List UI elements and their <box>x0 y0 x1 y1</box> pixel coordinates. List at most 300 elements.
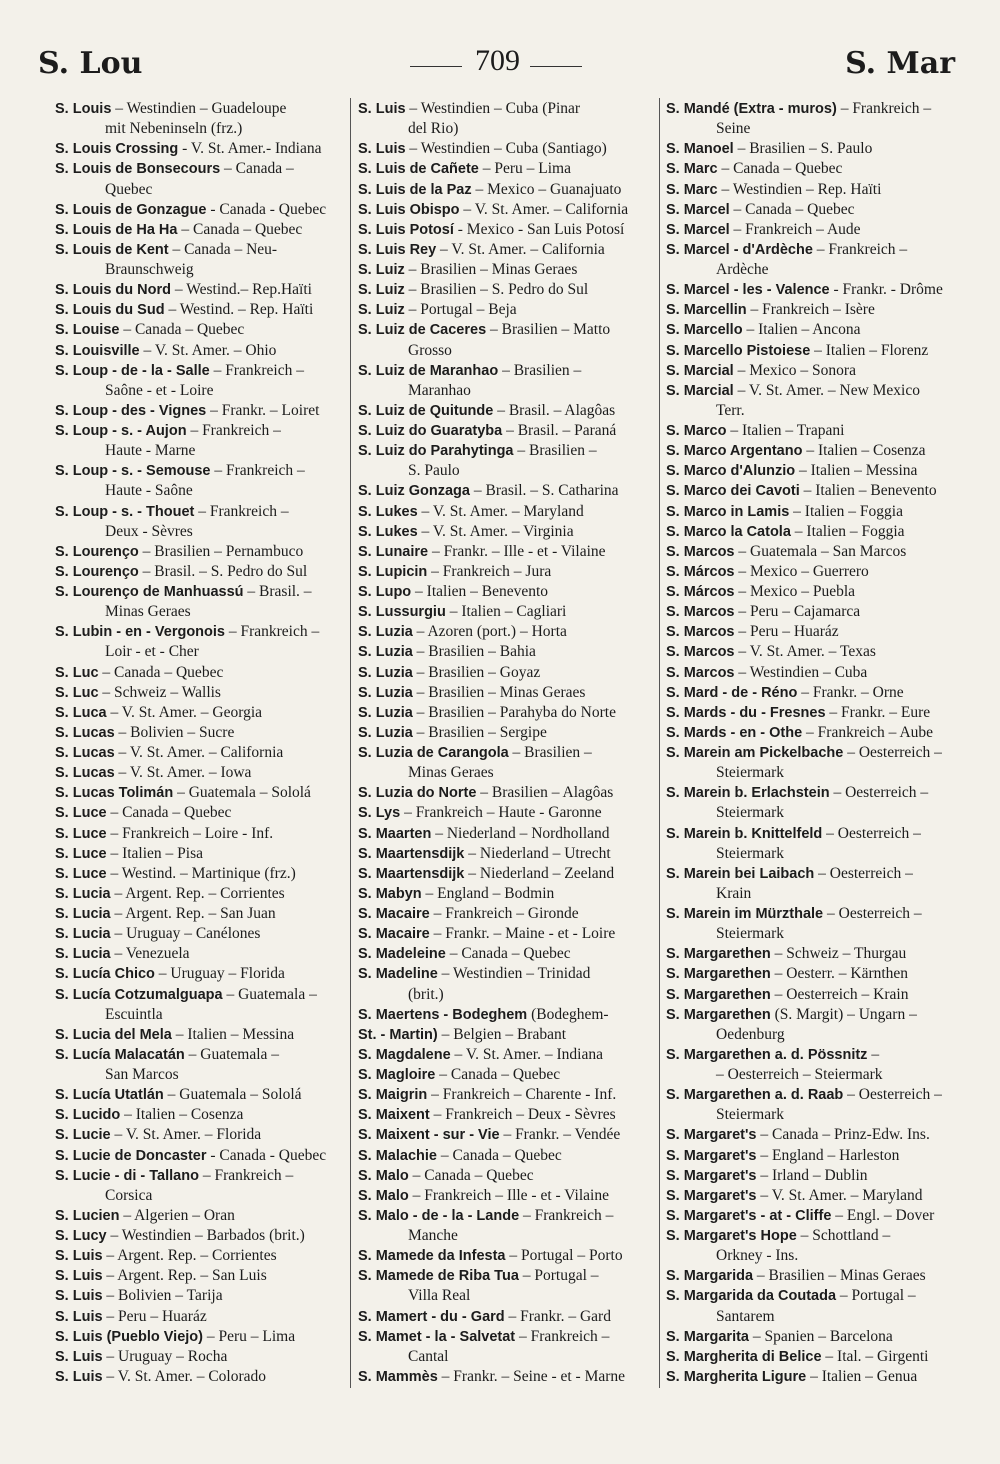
place-location: – Algerien – Oran <box>119 1206 235 1224</box>
place-location: – Uruguay – Canélones <box>110 925 261 943</box>
entry-continuation <box>55 602 345 622</box>
place-name: S. Lucas <box>55 765 115 782</box>
place-name: S. Mandé (Extra - muros) <box>666 101 837 117</box>
gazetteer-entry <box>55 1125 345 1145</box>
place-location: – Frankreich – <box>224 623 320 641</box>
place-name: S. Luis <box>358 101 406 117</box>
place-name: S. Louis du Sud <box>55 302 165 319</box>
gazetteer-entry <box>358 421 654 441</box>
gazetteer-entry <box>55 1085 345 1105</box>
entry-continuation <box>666 1065 966 1085</box>
gazetteer-entry <box>666 1286 966 1306</box>
place-name: S. Louis <box>55 101 112 117</box>
gazetteer-entry <box>666 1367 966 1387</box>
place-location: - Mexico - San Luis Potosí <box>453 220 625 238</box>
place-name: S. Lucy <box>55 1228 107 1244</box>
place-name: S. Marcos <box>666 644 735 661</box>
gazetteer-entry <box>666 703 966 723</box>
gazetteer-entry <box>358 1266 654 1286</box>
place-name: S. Lupo <box>358 584 412 600</box>
place-name: S. Lucas <box>55 745 115 761</box>
place-location: Haute - Marne <box>105 442 196 460</box>
place-name: S. Marcel - d'Ardèche <box>666 241 813 258</box>
gazetteer-entry <box>358 542 654 562</box>
place-location: – Brasilien – Alagôas <box>476 784 614 802</box>
gazetteer-entry <box>666 180 966 200</box>
place-name: S. Louis de Gonzague <box>55 201 207 218</box>
place-location: – Canada – Neu- <box>168 240 278 258</box>
gazetteer-entry <box>55 723 345 743</box>
place-name: S. Maixent - sur - Vie <box>358 1127 500 1144</box>
place-location: – Frankreich – <box>836 100 932 117</box>
entry-continuation <box>55 522 345 542</box>
gazetteer-entry <box>55 320 345 340</box>
place-name: S. Mamet - la - Salvetat <box>358 1328 516 1345</box>
place-name: S. Margarida <box>666 1268 754 1285</box>
place-location: – Westind.– Rep.Haïti <box>171 281 312 299</box>
gazetteer-entry <box>55 663 345 683</box>
place-location: – Spanien – Barcelona <box>749 1327 893 1345</box>
gazetteer-entry <box>55 1206 345 1226</box>
place-location: – Uruguay – Rocha <box>102 1347 228 1365</box>
gazetteer-entry <box>55 924 345 944</box>
gazetteer-entry <box>358 1085 654 1105</box>
gazetteer-entry <box>358 441 654 461</box>
place-location: Steiermark <box>716 925 785 943</box>
place-location: – V. St. Amer. – Iowa <box>114 764 252 782</box>
place-location: - Frankr. - Drôme <box>829 281 943 299</box>
place-location: – Italien – Cosenza <box>802 442 926 460</box>
gazetteer-entry <box>666 381 966 401</box>
place-location: – Niederland – Zeeland <box>464 864 615 882</box>
gazetteer-entry <box>55 1246 345 1266</box>
gazetteer-entry <box>666 602 966 622</box>
place-name: S. Manoel <box>666 141 734 158</box>
place-name: S. Lucas Tolimán <box>55 785 174 802</box>
place-name: S. Mards - en - Othe <box>666 724 803 741</box>
place-location: Terr. <box>716 401 745 419</box>
gazetteer-entry <box>55 1367 345 1387</box>
place-location: Steiermark <box>716 1106 785 1124</box>
place-location: Grosso <box>408 341 452 359</box>
place-location: Seine <box>716 120 751 138</box>
gazetteer-entry <box>358 964 654 984</box>
place-name: S. Macaire <box>358 906 430 922</box>
place-name: S. Luis <box>55 1268 103 1285</box>
place-name: S. Margarethen <box>666 1006 771 1023</box>
gazetteer-entry <box>358 1206 654 1226</box>
place-location: Quebec <box>105 180 153 198</box>
place-location: – Canada – Quebec <box>119 321 245 339</box>
gazetteer-entry <box>666 743 966 763</box>
gazetteer-entry <box>55 582 345 602</box>
place-name: S. Margarethen a. d. Pössnitz <box>666 1046 868 1063</box>
place-location: (brit.) <box>408 985 444 1003</box>
place-name: S. Luce <box>55 825 107 842</box>
entry-continuation <box>666 924 966 944</box>
gazetteer-entry <box>55 1347 345 1367</box>
place-name: St. - Martin) <box>358 1026 438 1043</box>
gazetteer-entry <box>358 1125 654 1145</box>
gazetteer-entry <box>55 904 345 924</box>
gazetteer-entry <box>55 783 345 803</box>
gazetteer-entry <box>666 663 966 683</box>
place-location: – Portugal – Beja <box>404 301 517 319</box>
place-location: – Mexico – Guanajuato <box>471 180 622 198</box>
place-location: – Italien – Messina <box>795 462 918 480</box>
place-name: S. Louise <box>55 322 120 339</box>
place-location: – Canada – Quebec <box>98 663 224 681</box>
gazetteer-entry <box>55 361 345 381</box>
gazetteer-entry <box>358 582 654 602</box>
place-name: S. Lys <box>358 805 401 822</box>
place-location: Orkney - Ins. <box>716 1247 799 1265</box>
place-location: – Westindien – Cuba <box>734 663 868 681</box>
place-location: – Frankreich – <box>812 240 908 258</box>
gazetteer-entry <box>358 180 654 200</box>
gazetteer-entry <box>358 1246 654 1266</box>
entry-continuation <box>55 119 345 139</box>
place-location: – Guatemala – Sololá <box>163 1086 302 1104</box>
place-location: – Italien – Benevento <box>799 482 937 500</box>
gazetteer-entry <box>666 1206 966 1226</box>
gazetteer-entry <box>666 502 966 522</box>
place-location: – Westind. – Martinique (frz.) <box>106 864 296 882</box>
gazetteer-entry <box>666 159 966 179</box>
place-location: – Oesterreich – <box>823 905 922 922</box>
place-location: – Frankreich – <box>210 462 305 480</box>
gazetteer-entry <box>358 139 654 159</box>
place-location: – Argent. Rep. – San Juan <box>110 905 276 922</box>
gazetteer-entry <box>55 542 345 562</box>
place-location: Cantal <box>408 1347 449 1365</box>
place-location: – Portugal – <box>836 1287 916 1305</box>
place-name: S. Luc <box>55 664 99 681</box>
place-name: S. Malo <box>358 1167 409 1184</box>
place-location: – Italien – Foggia <box>789 502 903 520</box>
place-name: S. Luis <box>55 1288 103 1305</box>
entry-continuation <box>666 401 966 421</box>
gazetteer-entry <box>666 1125 966 1145</box>
gazetteer-entry <box>666 1005 966 1025</box>
gazetteer-entry <box>358 481 654 501</box>
place-location: – Brasil. – Paraná <box>502 422 617 439</box>
place-name: S. Margaret's <box>666 1147 757 1164</box>
place-name: S. Mamert - du - Gard <box>358 1308 505 1325</box>
gazetteer-entry <box>666 683 966 703</box>
gazetteer-entry <box>358 159 654 179</box>
place-location: – Frankr. – Vendée <box>499 1126 621 1144</box>
place-name: S. Lucía Utatlán <box>55 1087 164 1104</box>
gazetteer-entry <box>666 522 966 542</box>
place-location: – Niederland – Nordholland <box>431 824 610 842</box>
place-name: S. Marc <box>666 161 718 178</box>
place-name: S. Lourenço <box>55 563 139 580</box>
place-name: S. Márcos <box>666 584 735 600</box>
entry-continuation <box>666 1105 966 1125</box>
gazetteer-entry <box>666 240 966 260</box>
entry-continuation <box>55 260 345 280</box>
place-location: – V. St. Amer. – Georgia <box>106 703 263 721</box>
place-location: Oedenburg <box>716 1025 785 1043</box>
place-name: S. Madeline <box>358 966 438 983</box>
column-divider <box>659 98 660 1388</box>
place-name: S. Magloire <box>358 1067 436 1083</box>
place-location: – Argent. Rep. – San Luis <box>102 1267 267 1285</box>
place-location: – Oesterreich – Krain <box>770 985 909 1003</box>
place-location: – Bolivien – Tarija <box>102 1287 223 1305</box>
place-location: – Brasilien – Parahyba do Norte <box>412 703 616 721</box>
place-location: – Frankr. – Gard <box>504 1307 611 1325</box>
gazetteer-entry <box>55 341 345 361</box>
place-name: S. Marcel <box>666 221 730 238</box>
place-name: S. Luzia <box>358 704 413 721</box>
place-name: S. Marcel - les - Valence <box>666 282 830 299</box>
place-location: – Brasilien – S. Paulo <box>733 140 873 158</box>
place-name: S. Maertens - Bodeghem <box>358 1006 528 1023</box>
place-location: – Peru – Huaráz <box>734 623 839 641</box>
place-location: – Portugal – Porto <box>505 1247 623 1265</box>
place-location: – Brasil. – <box>243 583 312 600</box>
place-name: S. Margarethen a. d. Raab <box>666 1087 844 1104</box>
place-name: S. Marcello Pistoiese <box>666 342 811 359</box>
gazetteer-entry <box>55 200 345 220</box>
place-location: – Westindien – Cuba (Santiago) <box>405 140 607 158</box>
place-location: – Frankreich – Aube <box>802 723 934 741</box>
place-location: – <box>867 1045 880 1063</box>
place-location: – V. St. Amer. – California <box>459 200 629 218</box>
place-name: S. Lussurgiu <box>358 604 446 621</box>
place-location: – V. St. Amer. – California <box>436 240 605 258</box>
gazetteer-entry <box>358 723 654 743</box>
gazetteer-entry <box>55 159 345 179</box>
place-name: S. Louis Crossing <box>55 141 179 158</box>
gazetteer-entry <box>358 1005 654 1025</box>
gazetteer-entry <box>358 743 654 763</box>
gazetteer-entry <box>55 1025 345 1045</box>
place-location: Steiermark <box>716 764 785 782</box>
gazetteer-entry <box>55 220 345 240</box>
gazetteer-entry <box>358 1146 654 1166</box>
page-header <box>0 0 1000 100</box>
entry-continuation <box>358 985 654 1005</box>
place-location: – Brasil. – S. Pedro do Sul <box>138 562 308 580</box>
place-name: S. Luis Rey <box>358 241 437 258</box>
place-location: Steiermark <box>716 804 785 822</box>
place-location: – Peru – Cajamarca <box>734 603 861 621</box>
place-name: S. Lucia <box>55 906 111 922</box>
place-name: S. Lupicin <box>358 563 428 580</box>
gazetteer-entry <box>55 824 345 844</box>
gazetteer-entry <box>666 1226 966 1246</box>
place-location: – Mexico – Sonora <box>733 361 856 379</box>
place-location: Villa Real <box>408 1287 471 1305</box>
header-left-catchword: S. Lou <box>38 46 143 81</box>
place-location: – Italien – Florenz <box>810 341 929 359</box>
entry-continuation <box>358 381 654 401</box>
place-location: - V. St. Amer.- Indiana <box>178 140 322 158</box>
place-name: S. Mammès <box>358 1368 438 1385</box>
gazetteer-entry <box>358 522 654 542</box>
entry-continuation <box>358 461 654 481</box>
place-name: S. Luce <box>55 845 107 862</box>
place-location: – Bolivien – Sucre <box>114 723 235 741</box>
place-location: – Brasil. – S. Catharina <box>469 482 619 500</box>
place-name: S. Margarida da Coutada <box>666 1288 837 1305</box>
place-name: S. Margarethen <box>666 966 771 983</box>
place-location: (S. Margit) – Ungarn – <box>770 1005 917 1023</box>
place-name: S. Lucía Malacatán <box>55 1046 185 1063</box>
place-location: Steiermark <box>716 844 785 862</box>
place-name: S. Luis <box>55 1368 103 1385</box>
gazetteer-column-1 <box>55 99 345 1399</box>
gazetteer-entry <box>358 502 654 522</box>
place-name: S. Luce <box>55 865 107 882</box>
entry-continuation <box>666 763 966 783</box>
place-name: S. Luis de Cañete <box>358 161 479 178</box>
place-location: – Peru – Huaráz <box>102 1307 207 1325</box>
gazetteer-entry <box>666 1266 966 1286</box>
entry-continuation <box>55 1186 345 1206</box>
place-name: S. Marein am Pickelbache <box>666 745 844 761</box>
place-name: S. Luiz <box>358 262 405 278</box>
place-location: – Brasil. – Alagôas <box>493 401 616 419</box>
place-name: S. Margaret's - at - Cliffe <box>666 1207 832 1224</box>
place-location: – Frankreich – Jura <box>427 562 552 580</box>
gazetteer-entry <box>55 964 345 984</box>
place-name: S. Lucie - di - Tallano <box>55 1167 199 1184</box>
place-name: S. Luis Obispo <box>358 201 460 218</box>
entry-continuation <box>55 381 345 401</box>
place-name: S. Luis <box>55 1248 103 1265</box>
place-name: S. Marcel <box>666 201 730 218</box>
entry-continuation <box>55 441 345 461</box>
gazetteer-entry <box>666 220 966 240</box>
place-location: – Canada – Quebec <box>729 200 855 218</box>
gazetteer-entry <box>55 622 345 642</box>
gazetteer-entry <box>666 1347 966 1367</box>
gazetteer-entry <box>358 622 654 642</box>
gazetteer-entry <box>666 582 966 602</box>
gazetteer-entry <box>666 200 966 220</box>
place-name: S. Marcial <box>666 382 734 399</box>
place-location: – V. St. Amer. – Indiana <box>450 1045 603 1063</box>
place-location: – Italien – Genua <box>806 1367 918 1385</box>
place-location: – Italien – Cagliari <box>445 603 567 621</box>
place-name: S. Marco d'Alunzio <box>666 463 796 480</box>
gazetteer-entry <box>358 1166 654 1186</box>
gazetteer-entry <box>666 481 966 501</box>
gazetteer-entry <box>358 361 654 381</box>
place-name: S. Lubin - en - Vergonois <box>55 624 225 641</box>
place-name: S. Lourenço <box>55 543 139 560</box>
gazetteer-entry <box>666 441 966 461</box>
place-location: – Italien – Pisa <box>106 844 204 862</box>
place-location: – Guatemala – Sololá <box>173 784 311 802</box>
place-location: – Argent. Rep. – Corrientes <box>110 884 285 902</box>
gazetteer-column-2 <box>358 99 654 1399</box>
gazetteer-entry <box>358 1186 654 1206</box>
gazetteer-entry <box>666 783 966 803</box>
entry-continuation <box>358 1226 654 1246</box>
place-location: – Oesterreich – <box>829 784 929 802</box>
place-name: S. Luzia <box>358 644 413 661</box>
place-location: – Westindien – Cuba (Pinar <box>405 100 581 117</box>
place-name: S. Marcos <box>666 664 735 681</box>
place-location: – Westind. – Rep. Haïti <box>164 301 314 319</box>
place-location: – Frankr. – Maine - et - Loire <box>429 925 616 943</box>
place-location: (Bodeghem- <box>527 1005 609 1023</box>
place-name: S. Marein bei Laibach <box>666 865 815 882</box>
gazetteer-column-3 <box>666 99 966 1399</box>
place-location: – Frankreich – Deux - Sèvres <box>429 1106 616 1124</box>
place-name: S. Luiz de Maranhao <box>358 362 499 379</box>
place-location: – V. St. Amer. – New Mexico <box>733 381 920 399</box>
place-name: S. Marcos <box>666 624 735 641</box>
place-name: S. Loup - des - Vignes <box>55 402 207 419</box>
gazetteer-entry <box>358 220 654 240</box>
place-location: - Canada - Quebec <box>206 200 327 218</box>
place-location: Manche <box>408 1227 458 1244</box>
place-location: Corsica <box>105 1186 153 1204</box>
place-location: S. Paulo <box>408 462 460 480</box>
place-location: Minas Geraes <box>408 764 494 782</box>
place-location: – Ital. – Girgenti <box>821 1347 929 1365</box>
gazetteer-entry <box>55 280 345 300</box>
place-location: – Oesterreich – <box>822 824 921 842</box>
place-name: S. Loup - s. - Thouet <box>55 503 195 520</box>
place-name: S. Marein im Mürzthale <box>666 906 824 922</box>
place-name: S. Luis Potosí <box>358 221 454 238</box>
gazetteer-entry <box>358 200 654 220</box>
place-location: – V. St. Amer. – Ohio <box>139 341 277 359</box>
place-name: S. Macaire <box>358 926 430 943</box>
place-name: S. Luzia <box>358 624 413 641</box>
place-name: S. Lucie <box>55 1127 111 1144</box>
place-name: S. Margaret's <box>666 1187 757 1204</box>
entry-continuation <box>358 1286 654 1306</box>
place-location: – Brasilien – Minas Geraes <box>404 261 578 278</box>
place-name: S. Luc <box>55 684 99 701</box>
place-name: S. Marcello <box>666 322 743 339</box>
gazetteer-entry <box>666 944 966 964</box>
place-name: S. Louis du Nord <box>55 282 171 299</box>
gazetteer-entry <box>358 240 654 260</box>
place-name: S. Marco <box>666 423 727 439</box>
entry-continuation <box>358 1347 654 1367</box>
place-location: – Canada – Quebec <box>445 945 571 963</box>
place-name: S. Margaret's <box>666 1127 757 1144</box>
gazetteer-entry <box>55 99 345 119</box>
place-location: – Portugal – <box>518 1267 599 1285</box>
place-name: S. Maartensdijk <box>358 845 465 862</box>
place-location: San Marcos <box>105 1066 179 1083</box>
place-name: S. Luiz do Parahytinga <box>358 443 514 460</box>
place-location: del Rio) <box>408 120 459 138</box>
place-name: S. Luis <box>55 1308 103 1325</box>
place-location: – Italien – Foggia <box>790 522 905 540</box>
place-name: S. Maartensdijk <box>358 865 465 882</box>
entry-continuation <box>666 1025 966 1045</box>
place-location: Braunschweig <box>105 261 194 278</box>
place-name: S. Luis <box>358 141 406 158</box>
place-name: S. Lucie de Doncaster <box>55 1147 207 1164</box>
gazetteer-entry <box>55 401 345 421</box>
place-location: – Canada – Quebec <box>436 1146 562 1164</box>
place-location: – Canada – <box>220 160 294 178</box>
place-name: S. Margherita di Belice <box>666 1348 822 1365</box>
place-location: Saône - et - Loire <box>105 381 214 399</box>
